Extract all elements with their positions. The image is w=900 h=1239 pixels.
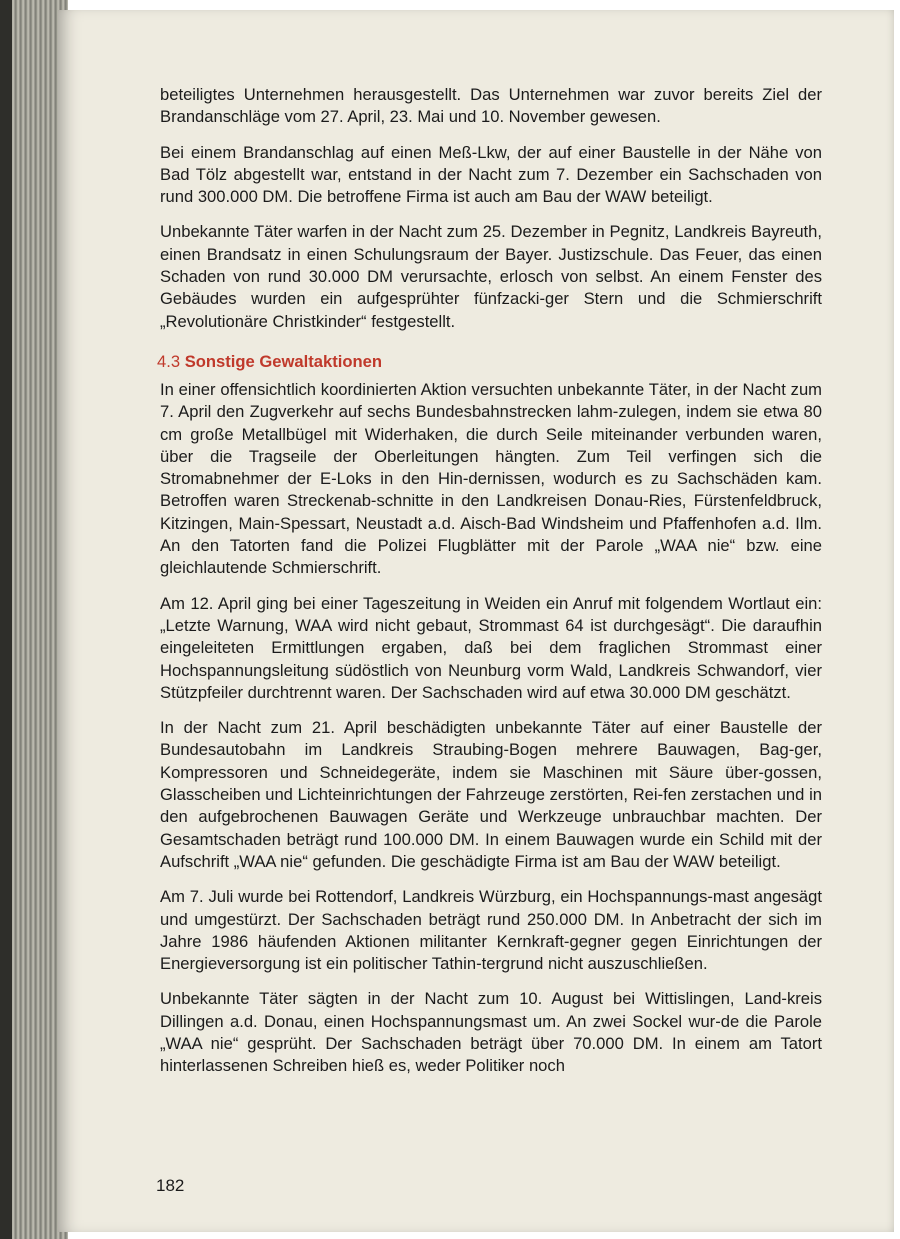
page-number: 182 <box>156 1176 185 1195</box>
paragraph-1: beteiligtes Unternehmen herausgestellt. Das Unternehmen war zuvor bereits Ziel der Brandanschläge vom 27. April, 23. Mai und 10. November gewesen. <box>160 85 822 127</box>
section-paragraph-5: Unbekannte Täter sägten in der Nacht zum 10. August bei Wittislingen, Land-kreis Dillingen a.d. Donau, einen Hochspannungsmast um. An zwei Sockel wur-de die Parole „WAA nie“ gesprüht. Der Sachschaden beträgt über 70.000 DM. In einem am Tatort hinterlassenen Schreiben hieß es, weder Politiker noch <box>160 989 822 1076</box>
paragraph-3: Unbekannte Täter warfen in der Nacht zum 25. Dezember in Pegnitz, Landkreis Bayreuth, einen Brandsatz in einen Schulungsraum der Bayer. Justizschule. Das Feuer, das einen Schaden von rund 30.000 DM verursachte, erlosch von selbst. An einem Fenster des Gebäudes wurden ein aufgesprühter fünfzacki-ger Stern und die Schmierschrift „Revolutionäre Christkinder“ festgestellt. <box>160 222 822 331</box>
paragraph-2: Bei einem Brandanschlag auf einen Meß-Lkw, der auf einer Baustelle in der Nähe von Bad Tölz abgestellt war, entstand in der Nacht zum 7. Dezember ein Sachschaden von rund 300.000 DM. Die betroffene Firma ist auch am Bau der WAW beteiligt. <box>160 142 822 207</box>
section-heading <box>157 351 822 373</box>
section-paragraph-4: Am 7. Juli wurde bei Rottendorf, Landkreis Würzburg, ein Hochspannungs-mast angesägt und umgestürzt. Der Sachschaden beträgt rund 250.000 DM. In Anbetracht der sich im Jahre 1986 häufenden Aktionen militanter Kernkraft-gegner gegen Einrichtungen der Energieversorgung ist ein politischer Tathin-tergrund nicht auszuschließen. <box>160 887 822 974</box>
page-content <box>157 84 822 1091</box>
section-paragraph-2: Am 12. April ging bei einer Tageszeitung in Weiden ein Anruf mit folgendem Wortlaut ein: „Letzte Warnung, WAA wird nicht gebaut, Strommast 64 ist durchgesägt“. Die daraufhin eingeleiteten Ermittlungen ergaben, daß bei dem fraglichen Strommast einer Hochspannungsleitung südöstlich von Neunburg vorm Wald, Landkreis Schwandorf, vier Stützpfeiler durchtrennt waren. Der Sachschaden wird auf etwa 30.000 DM geschätzt. <box>160 593 822 702</box>
section-number: 4.3 <box>157 351 181 371</box>
section-paragraph-3: In der Nacht zum 21. April beschädigten unbekannte Täter auf einer Baustelle der Bundesautobahn im Landkreis Straubing-Bogen mehrere Bauwagen, Bag-ger, Kompressoren und Schneidegeräte, indem sie Maschinen mit Säure über-gossen, Glasscheiben und Lichteinrichtungen der Fahrzeuge zerstörten, Rei-fen zerstachen und in den aufgebrochenen Bauwagen Geräte und Werkzeuge unbrauchbar machten. Der Gesamtschaden beträgt rund 100.000 DM. In einem Bauwagen wurde ein Schild mit der Aufschrift „WAA nie“ gefunden. Die geschädigte Firma ist am Bau der WAW beteiligt. <box>160 718 822 871</box>
book-spine-shadow <box>0 0 12 1239</box>
section-paragraph-1: In einer offensichtlich koordinierten Aktion versuchten unbekannte Täter, in der Nacht zum 7. April den Zugverkehr auf sechs Bundesbahnstrecken lahm-zulegen, indem sie etwa 80 cm große Metallbügel mit Widerhaken, die durch Seile miteinander verbunden waren, über die Tragseile der Oberleitungen hängten. Zum Teil verfingen sich die Stromabnehmer der E-Loks in den Hin-dernissen, wodurch es zu Sachschäden kam. Betroffen waren Streckenab-schnitte in den Landkreisen Donau-Ries, Fürstenfeldbruck, Kitzingen, Main-Spessart, Neustadt a.d. Aisch-Bad Windsheim und Pfaffenhofen a.d. Ilm. An den Tatorten fand die Polizei Flugblätter mit der Parole „WAA nie“ bzw. eine gleichlautende Schmierschrift. <box>160 379 822 578</box>
section-title: Sonstige Gewaltaktionen <box>184 351 383 371</box>
